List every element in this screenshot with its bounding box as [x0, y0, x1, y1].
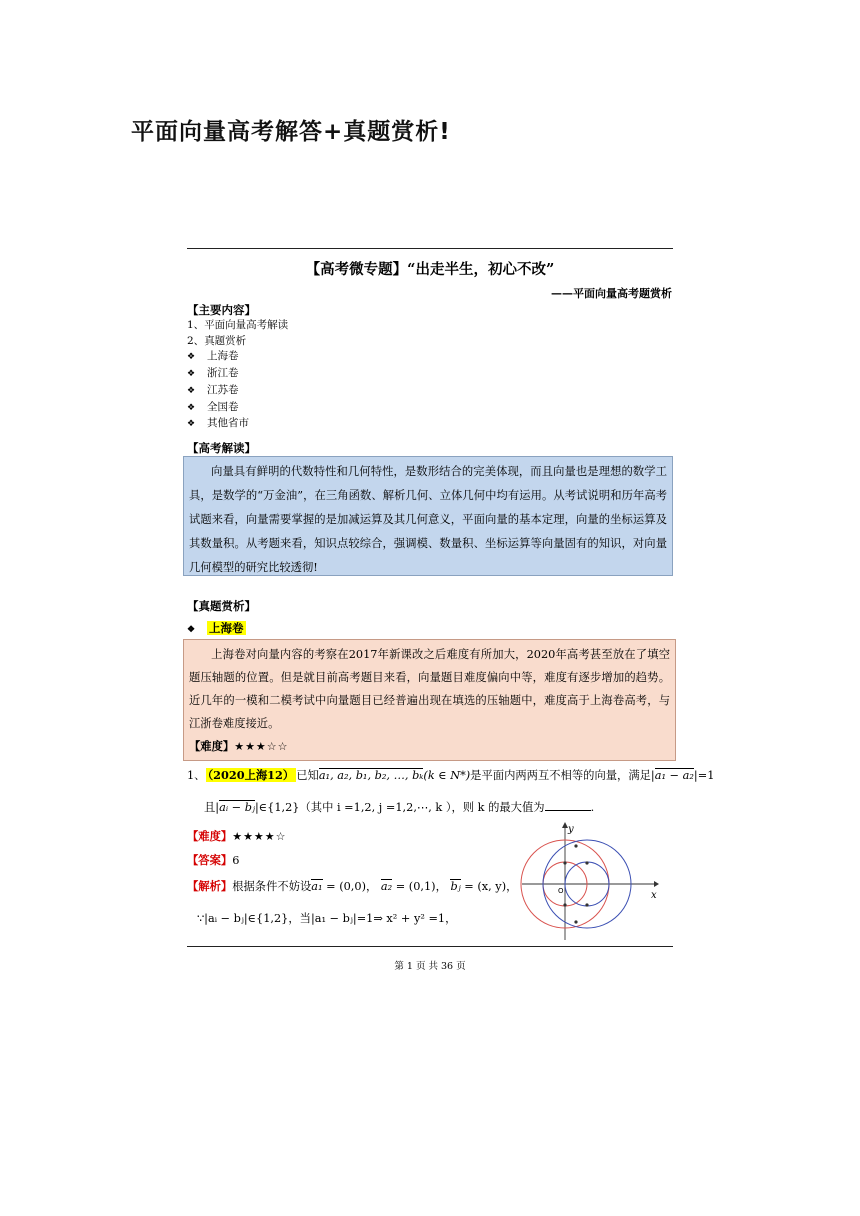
- region-heading: [187, 620, 246, 636]
- diamond-bullet-icon: ❖: [187, 369, 196, 380]
- list-item: 1、平面向量高考解读: [187, 319, 289, 331]
- intersection-point: [563, 903, 566, 906]
- difficulty-stars: ★★★★☆: [232, 830, 287, 843]
- bottom-rule: [187, 946, 673, 947]
- diamond-bullet-icon: ❖: [187, 402, 196, 413]
- interpretation-heading: 【高考解读】: [187, 441, 256, 455]
- problem-difficulty: 【难度】★★★★☆: [187, 829, 287, 843]
- list-item: ❖ 江苏卷: [187, 383, 288, 400]
- y-axis-label: y: [568, 824, 574, 835]
- page-footer: 第 1 页 共 36 页: [394, 961, 466, 972]
- top-rule: [187, 248, 673, 249]
- list-item: ❖ 全国卷: [187, 400, 288, 417]
- x-axis-label: x: [651, 890, 657, 901]
- list-item: 2、真题赏析: [187, 334, 247, 347]
- contents-list: [187, 318, 288, 433]
- intersection-point: [563, 861, 566, 864]
- main-content-heading: 【主要内容】: [187, 303, 256, 317]
- list-item: ❖ 其他省市: [187, 416, 288, 433]
- region-text: 上海卷对向量内容的考察在2017年新课改之后难度有所加大，2020年高考甚至放在了填空题压轴题的位置。但是就目前高考题目来看，向量题目难度偏向中等，难度有逐步增加的趋势。近几年的一模和二模考试中向量题目已经普遍出现在填选的压轴题中，难度高于上海卷高考，与江浙卷难度接近。: [189, 648, 670, 730]
- vector-list: a₁, a₂, b₁, b₂, …, bₖ: [318, 769, 424, 782]
- x-axis-arrow-icon: [654, 881, 659, 887]
- interpretation-box: [183, 456, 673, 576]
- region-box: [183, 639, 676, 761]
- problem-source-tag: （2020上海12）: [207, 768, 295, 782]
- analysis-line-1: 【解析】根据条件不妨设a₁ = (0,0)， a₂ = (0,1)， bⱼ = (x, y)，: [187, 879, 518, 893]
- interpretation-text: 向量具有鲜明的代数特性和几何特性，是数形结合的完美体现，而且向量也是理想的数学工具，是数学的“万金油”，在三角函数、解析几何、立体几何中均有运用。从考试说明和历年高考试题来看，向量需要掌握的是加减运算及其几何意义，平面向量的基本定理，向量的坐标运算及其数量积。从考题来看，知识点较综合，强调模、数量积、坐标运算等向量固有的知识，对向量几何模型的研究比较透彻!: [189, 465, 667, 574]
- region-tag: 上海卷: [209, 621, 244, 635]
- list-item: ❖ 上海卷: [187, 349, 288, 366]
- problem-answer: 【答案】6: [187, 853, 240, 867]
- answer-blank: [545, 800, 591, 811]
- problem-line-2: 且|aᵢ − bⱼ|∈{1,2}（其中 i =1,2, j =1,2,⋯, k ），则 k 的最大值为 .: [204, 801, 595, 814]
- diamond-bullet-icon: ❖: [187, 385, 196, 396]
- appreciation-heading: 【真题赏析】: [187, 599, 256, 613]
- origin-label: O: [558, 887, 564, 895]
- analysis-line-2: ∵|aᵢ − bⱼ|∈{1,2}，当|a₁ − bⱼ|=1⇒ x² + y² =1，: [197, 912, 457, 925]
- difficulty-label: 【难度】: [189, 739, 235, 753]
- topic-title: 【高考微专题】“出走半生，初心不改”: [305, 261, 555, 278]
- list-item: ❖ 浙江卷: [187, 366, 288, 383]
- intersection-point: [585, 903, 588, 906]
- diamond-bullet-icon: ❖: [187, 625, 196, 635]
- diamond-bullet-icon: ❖: [187, 352, 196, 363]
- topic-subtitle: ——平面向量高考题赏析: [551, 287, 672, 300]
- difficulty-stars: ★★★☆☆: [234, 740, 289, 753]
- circle-figure: [520, 820, 660, 942]
- diamond-bullet-icon: ❖: [187, 419, 196, 430]
- page-heading: 平面向量高考解答+真题赏析!: [131, 119, 451, 145]
- problem-line-1: 1、 （2020上海12） 已知a₁, a₂, b₁, b₂, …, bₖ(k ∈ N*)是平面内两两互不相等的向量，满足|a₁ − a₂|=1: [187, 768, 715, 782]
- intersection-point: [574, 920, 577, 923]
- answer-value: 6: [232, 854, 240, 867]
- intersection-point: [574, 844, 577, 847]
- intersection-point: [585, 861, 588, 864]
